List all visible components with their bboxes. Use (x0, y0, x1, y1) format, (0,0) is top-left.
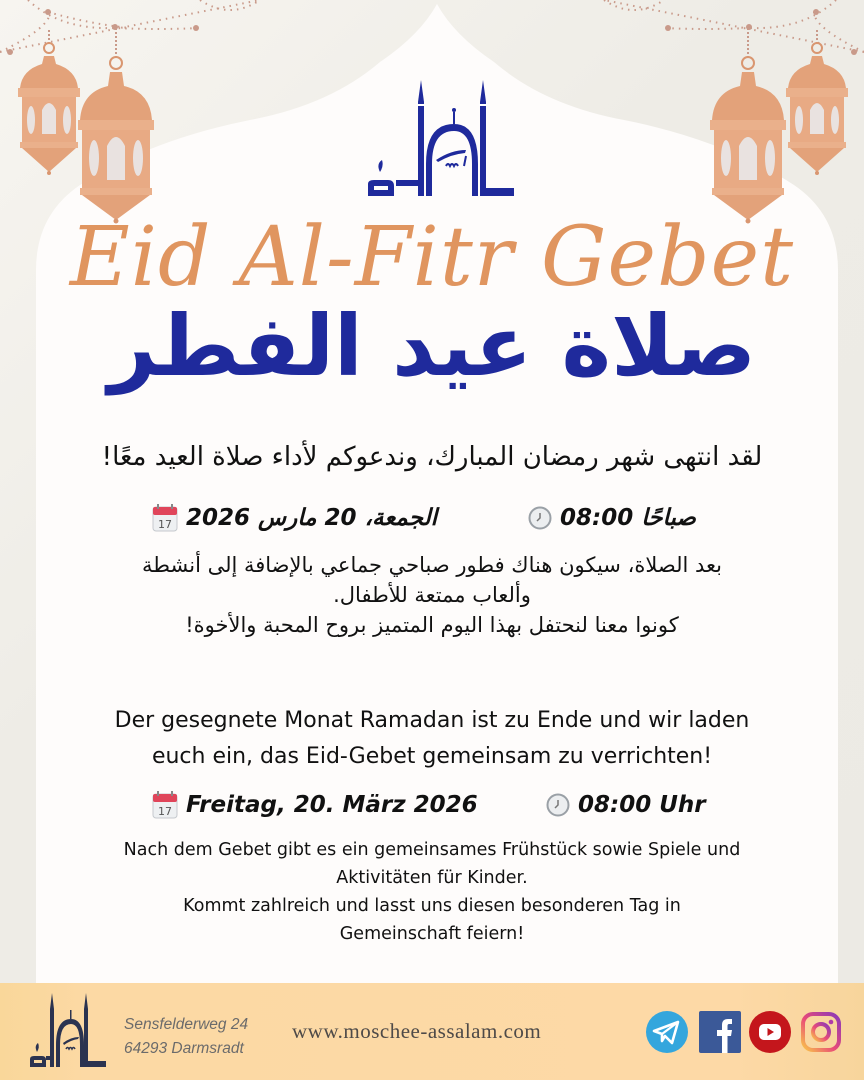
german-datetime-row (0, 785, 864, 825)
title-arabic: صلاة عيد الفطر (107, 297, 757, 395)
youtube-icon[interactable] (749, 1011, 791, 1053)
german-intro-line: Der gesegnete Monat Ramadan ist zu Ende und wir laden (114, 708, 750, 733)
german-body-line: Kommt zahlreich und lasst uns diesen besonderen Tag in (183, 896, 681, 916)
address-street: Sensfelderweg 24 (124, 1016, 249, 1033)
german-time (546, 792, 706, 818)
german-date-text: Freitag, 20. März 2026 (186, 792, 478, 818)
german-body-line: Aktivitäten für Kinder. (336, 868, 528, 888)
clock-icon (546, 793, 570, 817)
arabic-body-text (60, 550, 804, 640)
german-date (152, 791, 478, 819)
arabic-date-text: الجمعة، 20 مارس 2026 (186, 505, 437, 531)
telegram-icon[interactable] (646, 1011, 688, 1053)
arabic-body-line: وألعاب ممتعة للأطفال. (333, 583, 531, 607)
mosque-logo (366, 80, 516, 198)
clock-icon (528, 506, 552, 530)
arabic-body-line: كونوا معنا لنحتفل بهذا اليوم المتميز بروح المحبة والأخوة! (185, 613, 679, 637)
calendar-icon (152, 791, 178, 819)
address-city: 64293 Darmsradt (124, 1040, 244, 1057)
arabic-body-line: بعد الصلاة، سيكون هناك فطور صباحي جماعي بالإضافة إلى أنشطة (142, 553, 722, 577)
arabic-time (528, 505, 696, 531)
lantern-decoration-right-1 (784, 30, 850, 176)
arabic-time-text: صباحًا 08:00 (560, 505, 696, 531)
svg-text:17: 17 (158, 518, 172, 531)
address (124, 1013, 248, 1061)
lantern-decoration-left-2 (78, 28, 154, 224)
lantern-decoration-right-2 (710, 28, 786, 224)
title-latin: Eid Al-Fitr Gebet (69, 210, 795, 305)
german-body-text (60, 836, 804, 948)
arabic-date (152, 504, 437, 532)
facebook-icon[interactable] (699, 1011, 741, 1053)
arabic-datetime-row (0, 498, 864, 538)
lantern-decoration-left-1 (16, 30, 82, 176)
website-link[interactable]: www.moschee-assalam.com (292, 1019, 542, 1043)
german-intro-text (60, 703, 804, 775)
svg-text:17: 17 (158, 805, 172, 818)
calendar-icon (152, 504, 178, 532)
footer-mosque-logo (28, 993, 108, 1069)
arabic-intro-text: لقد انتهى شهر رمضان المبارك، وندعوكم لأداء صلاة العيد معًا! (101, 442, 763, 472)
german-intro-line: euch ein, das Eid-Gebet gemeinsam zu verrichten! (151, 744, 713, 769)
footer (0, 983, 864, 1080)
instagram-icon[interactable] (800, 1011, 842, 1053)
german-time-text: 08:00 Uhr (578, 792, 706, 818)
german-body-line: Gemeinschaft feiern! (339, 924, 525, 944)
german-body-line: Nach dem Gebet gibt es ein gemeinsames Frühstück sowie Spiele und (123, 840, 741, 860)
